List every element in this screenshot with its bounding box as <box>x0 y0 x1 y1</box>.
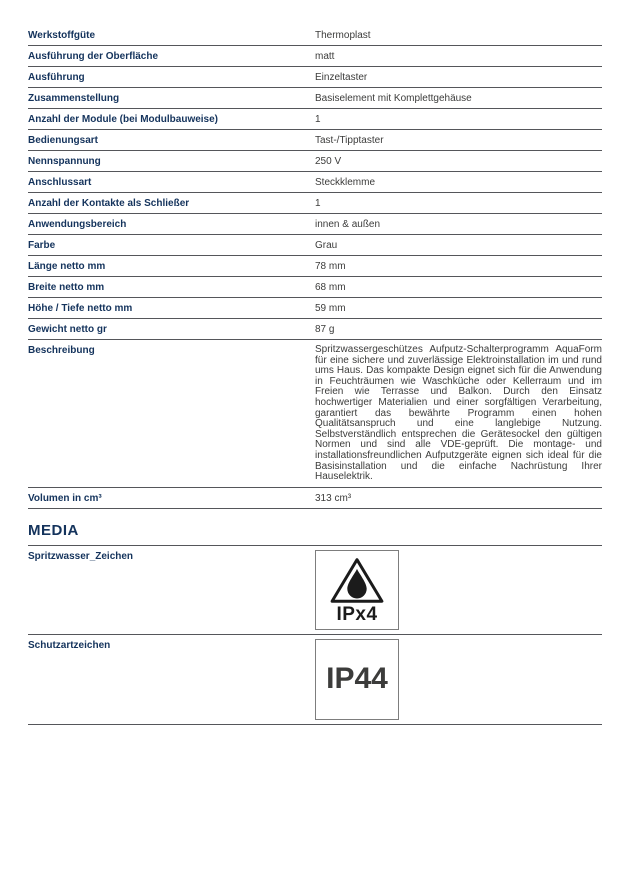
spec-value: Thermoplast <box>315 30 371 41</box>
spec-row-anzahl-module <box>28 109 602 130</box>
spec-label: Bedienungsart <box>28 135 99 146</box>
spec-value: 1 <box>315 198 321 209</box>
ipx4-badge <box>315 550 399 630</box>
spec-label: Gewicht netto gr <box>28 324 107 335</box>
spec-value: Steckklemme <box>315 177 376 188</box>
spec-row-farbe <box>28 235 602 256</box>
spec-value: 1 <box>315 114 321 125</box>
spec-row-bedienungsart <box>28 130 602 151</box>
spec-value: 313 cm³ <box>315 492 352 504</box>
media-label: Schutzartzeichen <box>28 639 111 651</box>
spec-row-zusammenstellung <box>28 88 602 109</box>
spec-value: Grau <box>315 240 338 251</box>
spec-label: Farbe <box>28 240 56 251</box>
spec-row-ausfuehrung-oberflaeche <box>28 46 602 67</box>
spec-label: Anschlussart <box>28 177 92 188</box>
spec-row-ausfuehrung <box>28 67 602 88</box>
spec-row-beschreibung <box>28 340 602 488</box>
spec-row-nennspannung <box>28 151 602 172</box>
spec-label: Nennspannung <box>28 156 101 167</box>
spec-row-hoehe-tiefe <box>28 298 602 319</box>
spec-row-gewicht <box>28 319 602 340</box>
spec-value: 59 mm <box>315 303 346 314</box>
spec-table <box>28 25 602 509</box>
spec-row-anschlussart <box>28 172 602 193</box>
spec-row-laenge <box>28 256 602 277</box>
spec-label: Breite netto mm <box>28 282 105 293</box>
spec-row-anzahl-kontakte <box>28 193 602 214</box>
ipx4-badge-text: IPx4 <box>336 603 378 625</box>
spec-value: Basiselement mit Komplettgehäuse <box>315 93 472 104</box>
water-drop-triangle-icon <box>329 556 385 604</box>
spec-label: Anzahl der Module (bei Modulbauweise) <box>28 114 219 125</box>
media-section-title: MEDIA <box>28 522 602 546</box>
spec-row-volumen <box>28 488 602 509</box>
spec-row-breite <box>28 277 602 298</box>
description-text: Spritzwassergeschützes Aufputz-Schalterprogramm AquaForm für eine sichere und zuverlässige Elektroinstallation im und rund ums Haus. Das kompakte Design eignet sich für die Anwendung in Feuchträumen wie Waschküche oder Kellerraum und im Freien wie Terrasse und Balkon. Durch den Einsatz hochwertiger Materialien und einer sorgfältigen Verarbeitung, garantiert das bewährte Programm einen hohen Qualitätsanspruch und eine langlebige Nutzung. Selbstverständlich entsprechen die Gerätesockel den gültigen Normen und sind alle VDE-geprüft. Die montage- und installationsfreundlichen Aufputzgeräte eignen sich ideal für die Basisinstallation und die einfache Nachrüstung Ihrer Hauselektrik. <box>315 344 602 483</box>
spec-value: innen & außen <box>315 219 381 230</box>
spec-label: Anwendungsbereich <box>28 219 127 230</box>
spec-value: matt <box>315 51 335 62</box>
ip44-badge <box>315 639 399 720</box>
spec-value: 68 mm <box>315 282 346 293</box>
spec-label: Länge netto mm <box>28 261 106 272</box>
spec-row-werkstoffguete <box>28 25 602 46</box>
media-row-schutzart <box>28 635 602 725</box>
spec-label: Ausführung der Oberfläche <box>28 51 159 62</box>
spec-value: 87 g <box>315 324 335 335</box>
media-label: Spritzwasser_Zeichen <box>28 550 134 562</box>
media-row-spritzwasser <box>28 546 602 635</box>
spec-value: 250 V <box>315 156 342 167</box>
spec-label: Ausführung <box>28 72 85 83</box>
spec-row-anwendungsbereich <box>28 214 602 235</box>
spec-value: 78 mm <box>315 261 346 272</box>
spec-label: Zusammenstellung <box>28 93 120 104</box>
spec-value: Einzeltaster <box>315 72 368 83</box>
spec-label: Beschreibung <box>28 345 95 356</box>
ip44-badge-text: IP44 <box>326 662 388 696</box>
spec-label: Volumen in cm³ <box>28 492 102 504</box>
spec-value: Tast-/Tipptaster <box>315 135 384 146</box>
spec-label: Höhe / Tiefe netto mm <box>28 303 133 314</box>
spec-label: Anzahl der Kontakte als Schließer <box>28 198 190 209</box>
spec-label: Werkstoffgüte <box>28 30 96 41</box>
